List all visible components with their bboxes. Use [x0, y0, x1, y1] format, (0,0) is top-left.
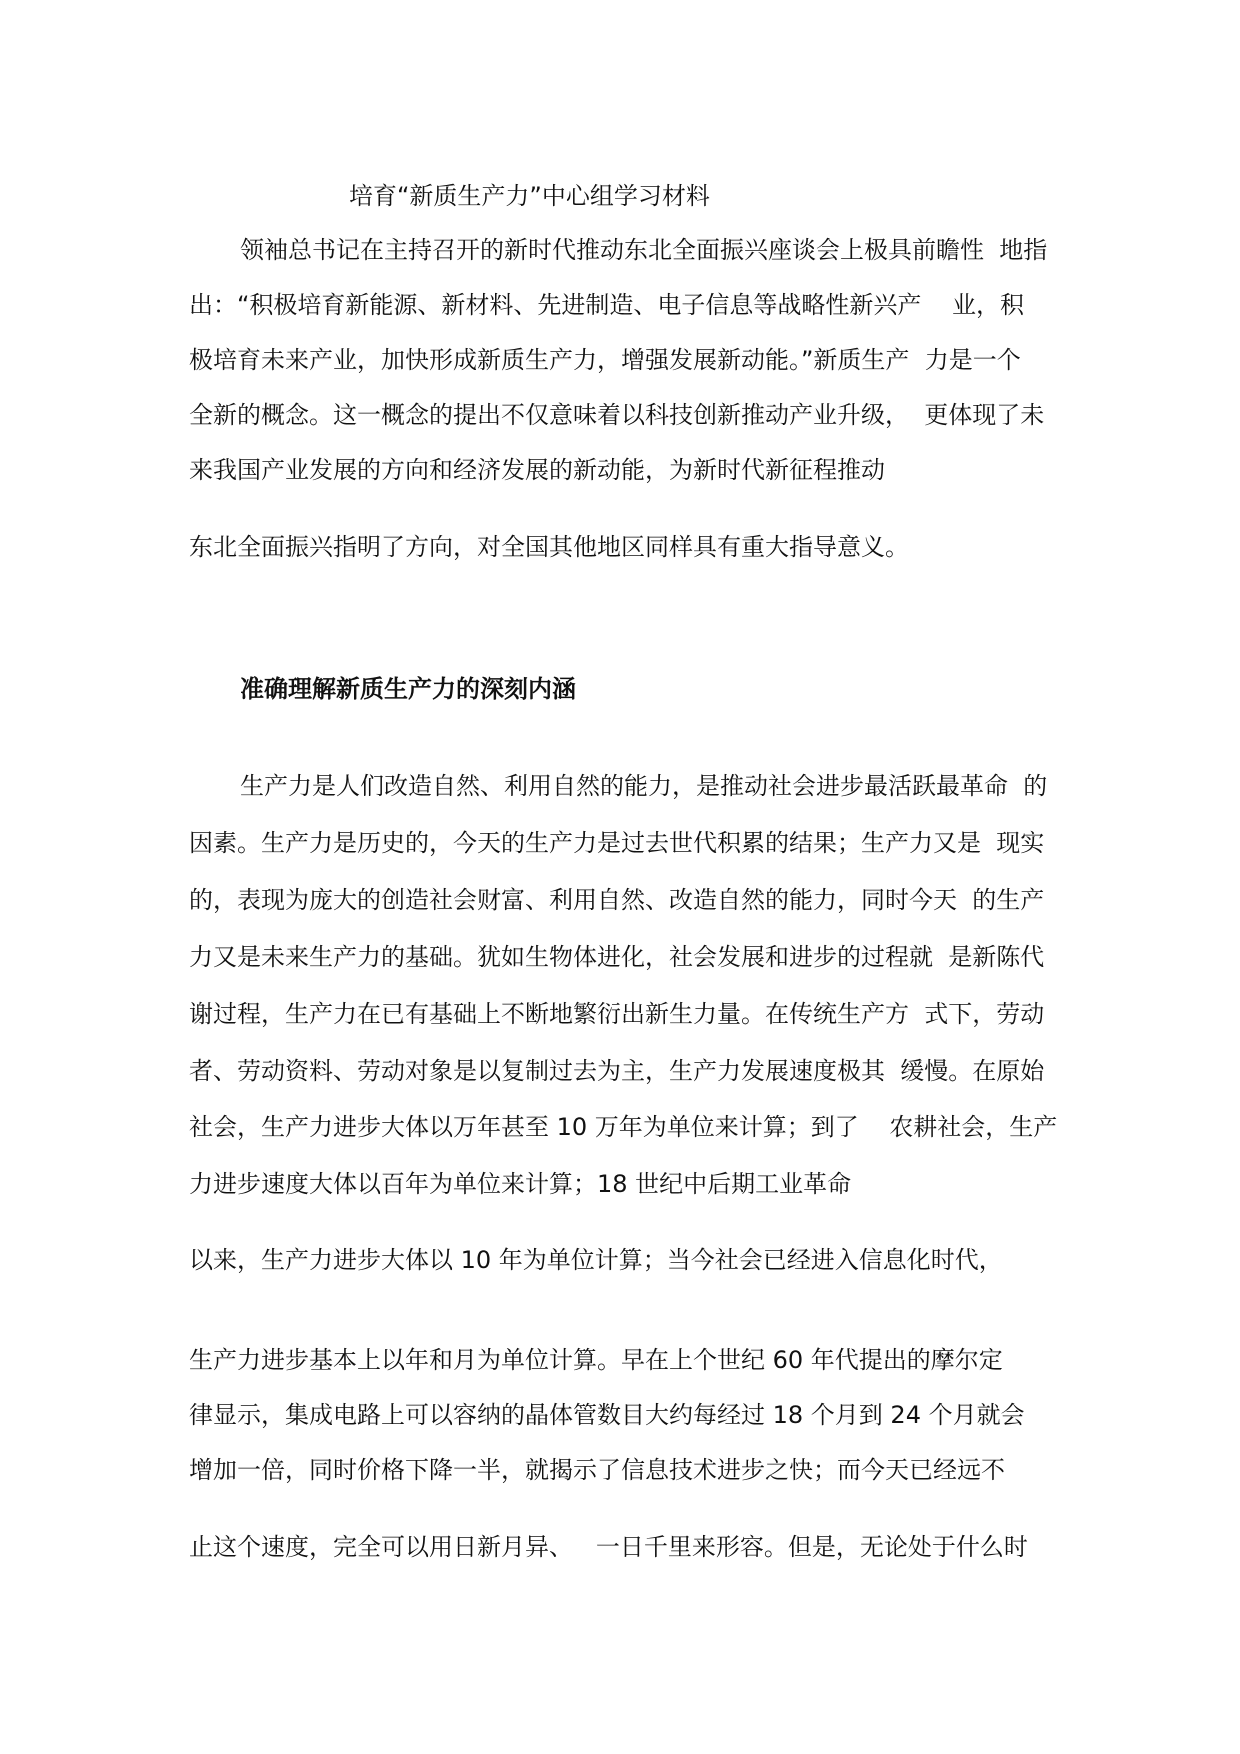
body-line: 止这个速度，完全可以用日新月异、 一日千里来形容。但是，无论处于什么时 [189, 1533, 1028, 1561]
body-line: 谢过程，生产力在已有基础上不断地繁衍出新生力量。在传统生产方 式下，劳动 [189, 1000, 1045, 1028]
body-line: 社会，生产力进步大体以万年甚至 10 万年为单位来计算；到了 农耕社会，生产 [189, 1113, 1058, 1141]
body-line: 增加一倍，同时价格下降一半，就揭示了信息技术进步之快；而今天已经远不 [189, 1456, 1005, 1484]
body-line: 者、劳动资料、劳动对象是以复制过去为主，生产力发展速度极其 缓慢。在原始 [189, 1057, 1045, 1085]
body-line: 律显示，集成电路上可以容纳的晶体管数目大约每经过 18 个月到 24 个月就会 [189, 1401, 1025, 1429]
section-heading: 准确理解新质生产力的深刻内涵 [240, 675, 576, 703]
body-line: 生产力进步基本上以年和月为单位计算。早在上个世纪 60 年代提出的摩尔定 [189, 1346, 1003, 1374]
body-line: 力又是未来生产力的基础。犹如生物体进化，社会发展和进步的过程就 是新陈代 [189, 943, 1045, 971]
body-line: 以来，生产力进步大体以 10 年为单位计算；当今社会已经进入信息化时代， [189, 1246, 1003, 1274]
body-line: 力进步速度大体以百年为单位来计算；18 世纪中后期工业革命 [189, 1170, 852, 1198]
body-line: 生产力是人们改造自然、利用自然的能力，是推动社会进步最活跃最革命 的 [240, 772, 1048, 800]
intro-line: 出：“积极培育新能源、新材料、先进制造、电子信息等战略性新兴产 业，积 [189, 291, 1024, 319]
body-line: 因素。生产力是历史的，今天的生产力是过去世代积累的结果；生产力又是 现实 [189, 829, 1045, 857]
intro-line: 东北全面振兴指明了方向，对全国其他地区同样具有重大指导意义。 [189, 533, 909, 561]
intro-line: 领袖总书记在主持召开的新时代推动东北全面振兴座谈会上极具前瞻性 地指 [240, 236, 1048, 264]
body-line: 的，表现为庞大的创造社会财富、利用自然、改造自然的能力，同时今天 的生产 [189, 886, 1045, 914]
intro-line: 来我国产业发展的方向和经济发展的新动能，为新时代新征程推动 [189, 456, 885, 484]
intro-line: 极培育未来产业，加快形成新质生产力，增强发展新动能。”新质生产 力是一个 [189, 346, 1021, 374]
intro-line: 全新的概念。这一概念的提出不仅意味着以科技创新推动产业升级， 更体现了未 [189, 401, 1045, 429]
document-title: 培育“新质生产力”中心组学习材料 [349, 182, 710, 210]
